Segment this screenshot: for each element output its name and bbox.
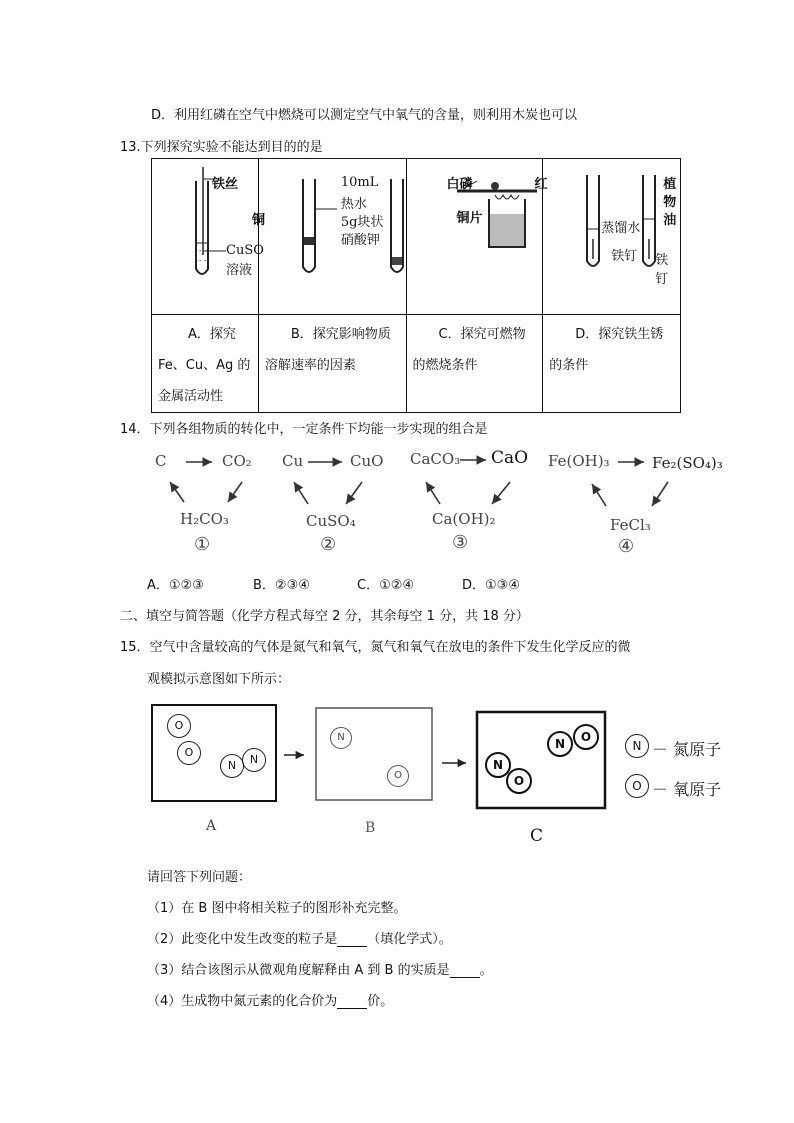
answer-blank[interactable]	[337, 995, 367, 1009]
experiment-d-figure: 植 物 油 蒸馏水 铁钉 铁钉	[543, 159, 681, 315]
option-b-caption: B．探究影响物质 溶解速率的因素	[258, 315, 406, 413]
atom-o: O	[573, 724, 599, 750]
cycle1-b: CO₂	[222, 452, 252, 470]
experiment-a-figure: - - - - 铁丝 铜 CuSO 溶液	[152, 159, 259, 315]
atom-o: O	[506, 768, 532, 794]
cycle2-b: CuO	[350, 452, 384, 470]
box-c-label: C	[530, 826, 544, 846]
box-b-label: B	[365, 820, 376, 836]
q15-sub3: （3）结合该图示从微观角度解释由 A 到 B 的实质是 。	[147, 963, 493, 978]
q14-choice-b: B．②③④	[253, 578, 310, 593]
cycle2-num: ②	[320, 534, 337, 555]
cycle3-c: Ca(OH)₂	[432, 510, 496, 528]
q15-sub4: （4）生成物中氮元素的化合价为 价。	[147, 994, 394, 1009]
legend-o-label: － 氧原子	[652, 780, 722, 799]
atom-n: N	[330, 727, 352, 749]
atom-o: O	[167, 714, 191, 738]
option-a-caption: A．探究 Fe、Cu、Ag 的 金属活动性	[152, 315, 259, 413]
atom-n: N	[220, 754, 244, 778]
q15-sub1: （1）在 B 图中将相关粒子的图形补充完整。	[147, 901, 407, 916]
atom-n: N	[547, 731, 573, 757]
q14-stem: 14．下列各组物质的转化中，一定条件下均能一步实现的组合是	[120, 422, 488, 437]
atom-n: N	[485, 752, 511, 778]
svg-text:- -: - -	[199, 257, 207, 265]
cycle2-a: Cu	[282, 452, 304, 470]
cycle1-c: H₂CO₃	[180, 510, 229, 528]
atom-n: N	[242, 748, 266, 772]
cycle4-b: Fe₂(SO₄)₃	[652, 454, 723, 472]
cycle3-num: ③	[452, 532, 469, 553]
cycle4-c: FeCl₃	[610, 516, 651, 534]
cycle1-num: ①	[194, 534, 211, 555]
answer-blank[interactable]	[337, 933, 367, 947]
answer-blank[interactable]	[450, 964, 480, 978]
svg-text:- -: - -	[199, 247, 207, 255]
option-c-caption: C．探究可燃物 的燃烧条件	[406, 315, 543, 413]
cycle3-a: CaCO₃	[410, 450, 461, 468]
q15-prompt: 请回答下列问题：	[147, 870, 252, 885]
cycle3-b: CaO	[491, 448, 529, 468]
legend-n-atom: N	[625, 734, 649, 758]
cycle4-a: Fe(OH)₃	[548, 452, 610, 470]
atom-o: O	[387, 765, 409, 787]
q14-choice-c: C．①②④	[357, 578, 415, 593]
experiment-b-figure: 10mL 热水 5g块状 硝酸钾	[258, 159, 406, 315]
test-tube-b-icon	[259, 159, 407, 314]
test-tubes-d-icon	[543, 159, 681, 314]
q13-stem: 13.下列探究实验不能达到目的的是	[120, 140, 323, 155]
q15-stem-line1: 15．空气中含量较高的气体是氮气和氧气，氮气和氧气在放电的条件下发生化学反应的微	[120, 640, 631, 655]
atom-o: O	[177, 741, 201, 765]
beaker-c-icon	[407, 159, 544, 314]
q13-experiment-table	[151, 158, 681, 413]
test-tube-a-icon	[152, 159, 259, 314]
legend-o-atom: O	[625, 774, 649, 798]
cycle1-a: C	[155, 452, 167, 470]
q15-sub2: （2）此变化中发生改变的粒子是 （填化学式）。	[147, 932, 452, 947]
q14-choice-d: D．①③④	[462, 578, 520, 593]
cycle4-num: ④	[618, 536, 635, 557]
q14-choice-a: A．①②③	[147, 578, 204, 593]
box-b-frame	[316, 708, 432, 800]
q15-stem-line2: 观模拟示意图如下所示：	[147, 672, 291, 687]
option-d-caption: D．探究铁生锈 的条件	[543, 315, 681, 413]
experiment-c-figure: 白磷 红 铜片	[406, 159, 543, 315]
cycle2-c: CuSO₄	[306, 512, 356, 530]
box-a-label: A	[206, 818, 217, 834]
section2-title: 二、填空与简答题（化学方程式每空 2 分，其余每空 1 分，共 18 分）	[120, 609, 529, 624]
legend-n-label: － 氮原子	[652, 740, 722, 759]
q12-option-d: D．利用红磷在空气中燃烧可以测定空气中氧气的含量，则利用木炭也可以	[151, 108, 578, 123]
